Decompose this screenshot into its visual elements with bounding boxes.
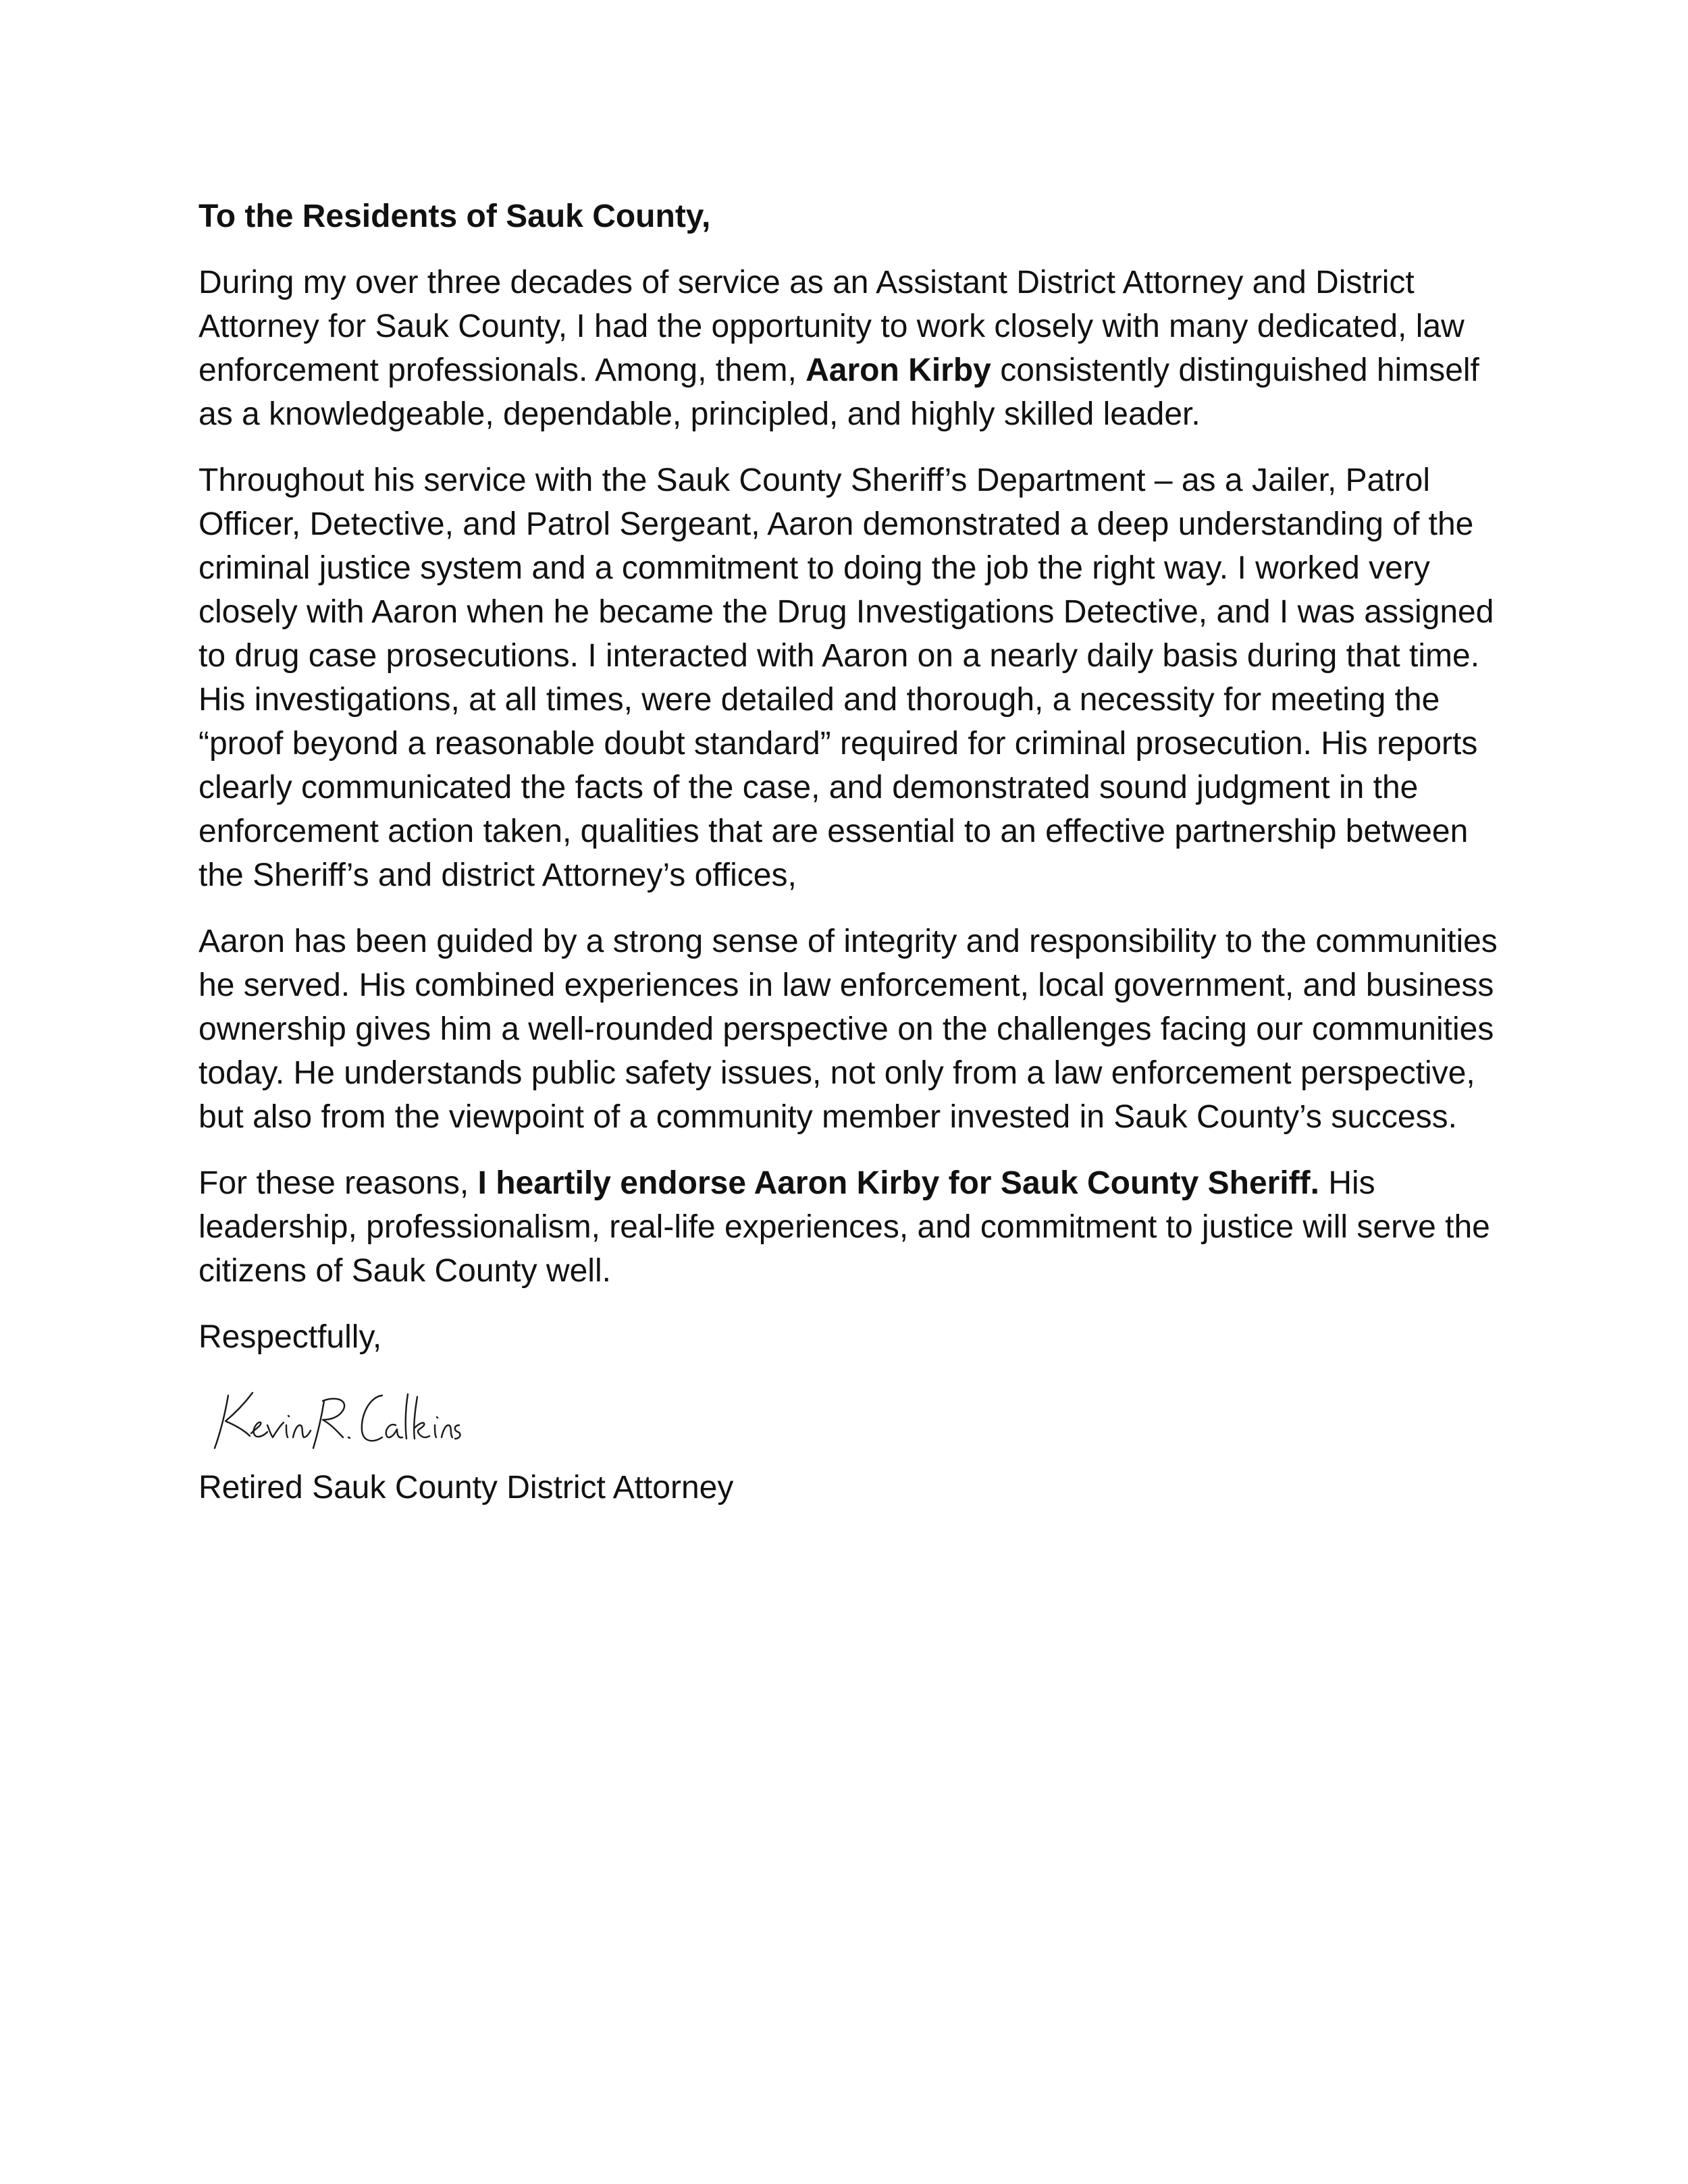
endorsement-statement-bold: I heartily endorse Aaron Kirby for Sauk County Sheriff. [477, 1165, 1319, 1201]
paragraph-2: Throughout his service with the Sauk County Sheriff’s Department – as a Jailer, Patrol Officer, Detective, and Patrol Sergeant, Aaron demonstrated a deep understanding of the criminal justice system and a commitment to doing the job the right way. I worked very closely with Aaron when he became the Drug Investigations Detective, and I was assigned to drug case prosecutions. I interacted with Aaron on a nearly daily basis during that time. His investigations, at all times, were detailed and thorough, a necessity for meeting the “proof beyond a reasonable doubt standard” required for criminal prosecution. His reports clearly communicated the facts of the case, and demonstrated sound judgment in the enforcement action taken, qualities that are essential to an effective partnership between the Sheriff’s and district Attorney’s offices, [199, 462, 1494, 893]
closing: Respectfully, [199, 1319, 382, 1355]
paragraph-4-intro: For these reasons, [199, 1165, 478, 1201]
letter-body [199, 194, 1522, 1510]
paragraph-3: Aaron has been guided by a strong sense of integrity and responsibility to the communities he served. His combined experiences in law enforcement, local government, and business ownership gives him a well-rounded perspective on the challenges facing our communities today. He understands public safety issues, not only from a law enforcement perspective, but also from the viewpoint of a community member invested in Sauk County’s success. [199, 924, 1498, 1135]
candidate-name-bold: Aaron Kirby [806, 352, 991, 388]
paragraph-4 [199, 1161, 1522, 1293]
salutation: To the Residents of Sauk County, [199, 198, 711, 234]
paragraph-1-intro: During my over three decades of service as an Assistant District Attorney and District Attorney for Sauk County, I had the opportunity to work closely with many dedicated, law enforcement professionals. Among, them, [199, 265, 1465, 388]
paragraph-4-rest: His leadership, professionalism, real-life experiences, and commitment to justice will serve the citizens of Sauk County well. [199, 1165, 1490, 1289]
paragraph-1-rest: consistently distinguished himself as a knowledgeable, dependable, principled, and highly skilled leader. [199, 352, 1479, 432]
paragraph-1 [199, 261, 1522, 436]
handwritten-signature [205, 1381, 462, 1455]
signer-title: Retired Sauk County District Attorney [199, 1470, 734, 1506]
